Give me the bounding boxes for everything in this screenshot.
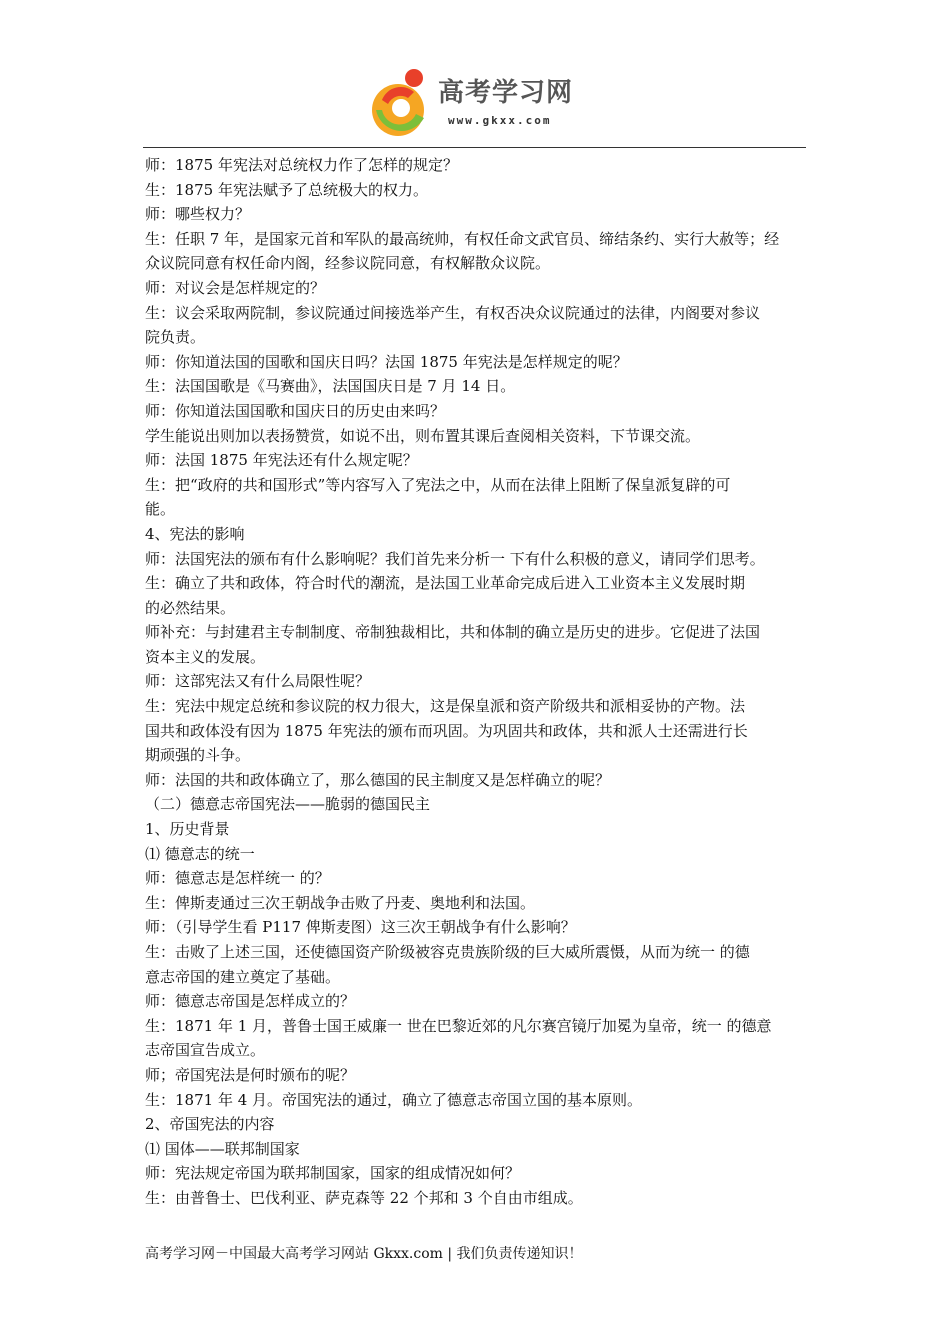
text-line: 师：德意志是怎样统一 的？ (145, 869, 330, 888)
text-line: 国共和政体没有因为 1875 年宪法的颁布而巩固。为巩固共和政体，共和派人士还需进行长 (145, 721, 748, 740)
text-line: 师：哪些权力？ (145, 205, 251, 224)
text-line: 师：1875 年宪法对总统权力作了怎样的规定？ (145, 156, 458, 174)
text-line: 志帝国宣告成立。 (145, 1041, 266, 1060)
text-line: 能。 (145, 500, 176, 519)
text-line: 生：1875 年宪法赋予了总统极大的权力。 (145, 180, 428, 199)
text-line: 生：法国国歌是《马赛曲》，法国国庆日是 7 月 14 日。 (145, 377, 516, 396)
text-line: 的必然结果。 (145, 598, 236, 617)
text-line: 生：确立了共和政体，符合时代的潮流，是法国工业革命完成后进入工业资本主义发展时期 (145, 574, 746, 593)
text-line: 学生能说出则加以表扬赞赏，如说不出，则布置其课后查阅相关资料，下节课交流。 (145, 426, 701, 445)
text-line: 生：击败了上述三国，还使德国资产阶级被容克贵族阶级的巨大威所震慑，从而为统一 的德 (145, 943, 750, 961)
text-line: 生：宪法中规定总统和参议院的权力很大，这是保皇派和资产阶级共和派相妥协的产物。法 (145, 697, 746, 716)
text-line: 资本主义的发展。 (145, 647, 266, 666)
page-footer: 高考学习网－中国最大高考学习网站 Gkxx.com | 我们负责传递知识！ (145, 1246, 583, 1262)
site-logo (368, 66, 608, 146)
text-line: 生：任职 7 年，是国家元首和军队的最高统帅，有权任命文武官员、缔结条约、实行大赦等；经 (145, 229, 780, 248)
text-line: 生：俾斯麦通过三次王朝战争击败了丹麦、奥地利和法国。 (145, 893, 536, 912)
text-line: 院负责。 (145, 328, 206, 347)
text-line: 师：这部宪法又有什么局限性呢？ (145, 672, 371, 691)
text-line: 生：1871 年 4 月。帝国宪法的通过，确立了德意志帝国立国的基本原则。 (145, 1090, 643, 1109)
text-line: 师：你知道法国国歌和国庆日的历史由来吗？ (145, 401, 446, 420)
text-line: 师补充：与封建君主专制制度、帝制独裁相比，共和体制的确立是历史的进步。它促进了法国 (145, 623, 761, 642)
text-line: 师；帝国宪法是何时颁布的呢？ (145, 1065, 356, 1084)
text-line: 生：议会采取两院制，参议院通过间接选举产生，有权否决众议院通过的法律，内阁要对参议 (145, 303, 761, 322)
section-heading: （二）德意志帝国宪法——脆弱的德国民主 (145, 795, 431, 814)
document-body (145, 153, 810, 1211)
text-line: 师：你知道法国的国歌和国庆日吗？法国 1875 年宪法是怎样规定的呢？ (145, 352, 628, 371)
section-heading: 2、帝国宪法的内容 (145, 1115, 275, 1134)
text-line: 师：法国宪法的颁布有什么影响呢？我们首先来分析一 下有什么积极的意义，请同学们思考。 (145, 549, 765, 568)
text-line: 众议院同意有权任命内阁，经参议院同意，有权解散众议院。 (145, 254, 551, 273)
section-heading: 4、宪法的影响 (145, 524, 245, 543)
text-line: 师：法国 1875 年宪法还有什么规定呢？ (145, 451, 418, 470)
logo-url: www.gkxx.com (448, 114, 552, 127)
section-heading: 1、历史背景 (145, 820, 230, 839)
page-header (0, 0, 950, 150)
text-line: 生：1871 年 1 月，普鲁士国王威廉一 世在巴黎近郊的凡尔赛宫镜厅加冕为皇帝，统一 的德意 (145, 1016, 772, 1035)
text-line: 师：法国的共和政体确立了，那么德国的民主制度又是怎样确立的呢？ (145, 770, 611, 789)
text-line: 师：对议会是怎样规定的？ (145, 278, 326, 297)
subsection-heading: ⑴ 国体——联邦制国家 (145, 1139, 300, 1158)
text-line: 师：（引导学生看 P117 俾斯麦图）这三次王朝战争有什么影响？ (145, 918, 576, 937)
text-line: 生：把“政府的共和国形式”等内容写入了宪法之中，从而在法律上阻断了保皇派复辟的可 (145, 475, 731, 494)
text-line: 期顽强的斗争。 (145, 746, 251, 765)
text-line: 师：德意志帝国是怎样成立的？ (145, 992, 356, 1011)
text-line: 生：由普鲁士、巴伐利亚、萨克森等 22 个邦和 3 个自由市组成。 (145, 1188, 583, 1207)
text-line: 师：宪法规定帝国为联邦制国家，国家的组成情况如何？ (145, 1164, 521, 1183)
logo-swirl-icon (368, 66, 434, 142)
header-divider (143, 147, 806, 148)
text-line: 意志帝国的建立奠定了基础。 (145, 967, 341, 986)
logo-title: 高考学习网 (438, 78, 574, 108)
subsection-heading: ⑴ 德意志的统一 (145, 844, 255, 863)
